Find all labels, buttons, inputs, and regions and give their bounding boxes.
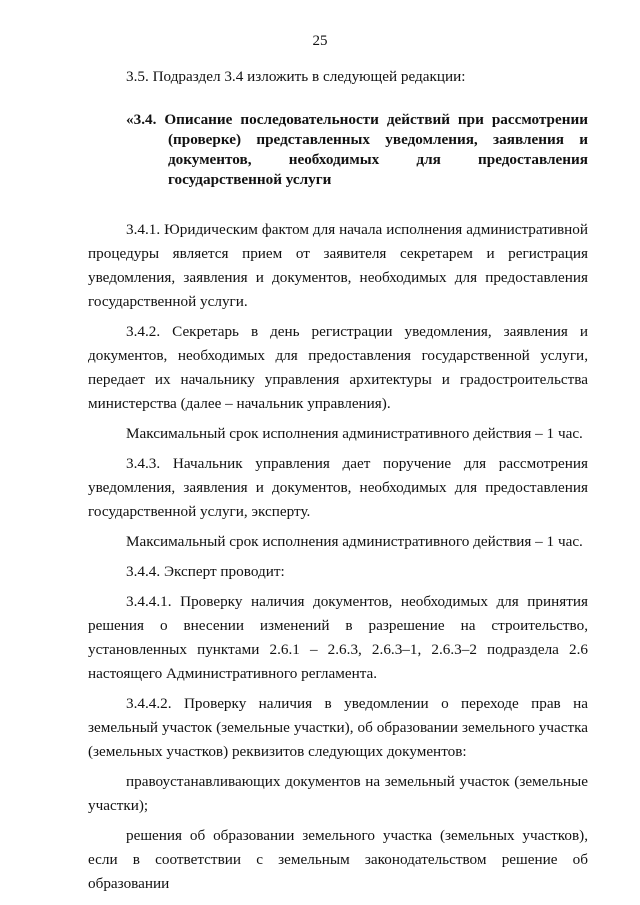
paragraph-3-4-1: 3.4.1. Юридическим фактом для начала исполнения административной процедуры является прием от заявителя секретарем и регистрация уведомления, заявления и документов, необходимых для предоставления государственной услуги. [88,221,588,310]
section-heading-text: «3.4. Описание последовательности действий при рассмотрении (проверке) представленных уведомления, заявления и документов, необходимых для предоставления государственной услуги [126,111,588,188]
section-heading [88,110,588,190]
paragraph-land-decision: решения об образовании земельного участка (земельных участков), если в соответствии с земельным законодательством решение об образовании [88,827,588,892]
intro-paragraph: 3.5. Подраздел 3.4 изложить в следующей редакции: [126,68,466,85]
paragraph-3-4-2: 3.4.2. Секретарь в день регистрации уведомления, заявления и документов, необходимых для предоставления государственной услуги, передает их начальнику управления архитектуры и градостроительства министерства (далее – начальник управления). [88,323,588,412]
paragraph-3-4-4-1: 3.4.4.1. Проверку наличия документов, необходимых для принятия решения о внесении изменений в разрешение на строительство, установленных пунктами 2.6.1 – 2.6.3, 2.6.3–1, 2.6.3–2 подраздела 2.6 настоящего Административного регламента. [88,593,588,682]
page-number: 25 [312,33,328,49]
paragraph-deadline-2: Максимальный срок исполнения административного действия – 1 час. [126,533,583,550]
paragraph-3-4-4-2: 3.4.4.2. Проверку наличия в уведомлении о переходе прав на земельный участок (земельные участки), об образовании земельного участка (земельных участков) реквизитов следующих документов: [88,695,588,760]
document-body [88,62,588,896]
paragraph-deadline-1: Максимальный срок исполнения административного действия – 1 час. [126,425,583,442]
paragraph-3-4-4: 3.4.4. Эксперт проводит: [126,563,285,580]
paragraph-3-4-3: 3.4.3. Начальник управления дает поручение для рассмотрения уведомления, заявления и документов, необходимых для предоставления государственной услуги, эксперту. [88,455,588,520]
paragraph-title-documents: правоустанавливающих документов на земельный участок (земельные участки); [88,773,588,814]
